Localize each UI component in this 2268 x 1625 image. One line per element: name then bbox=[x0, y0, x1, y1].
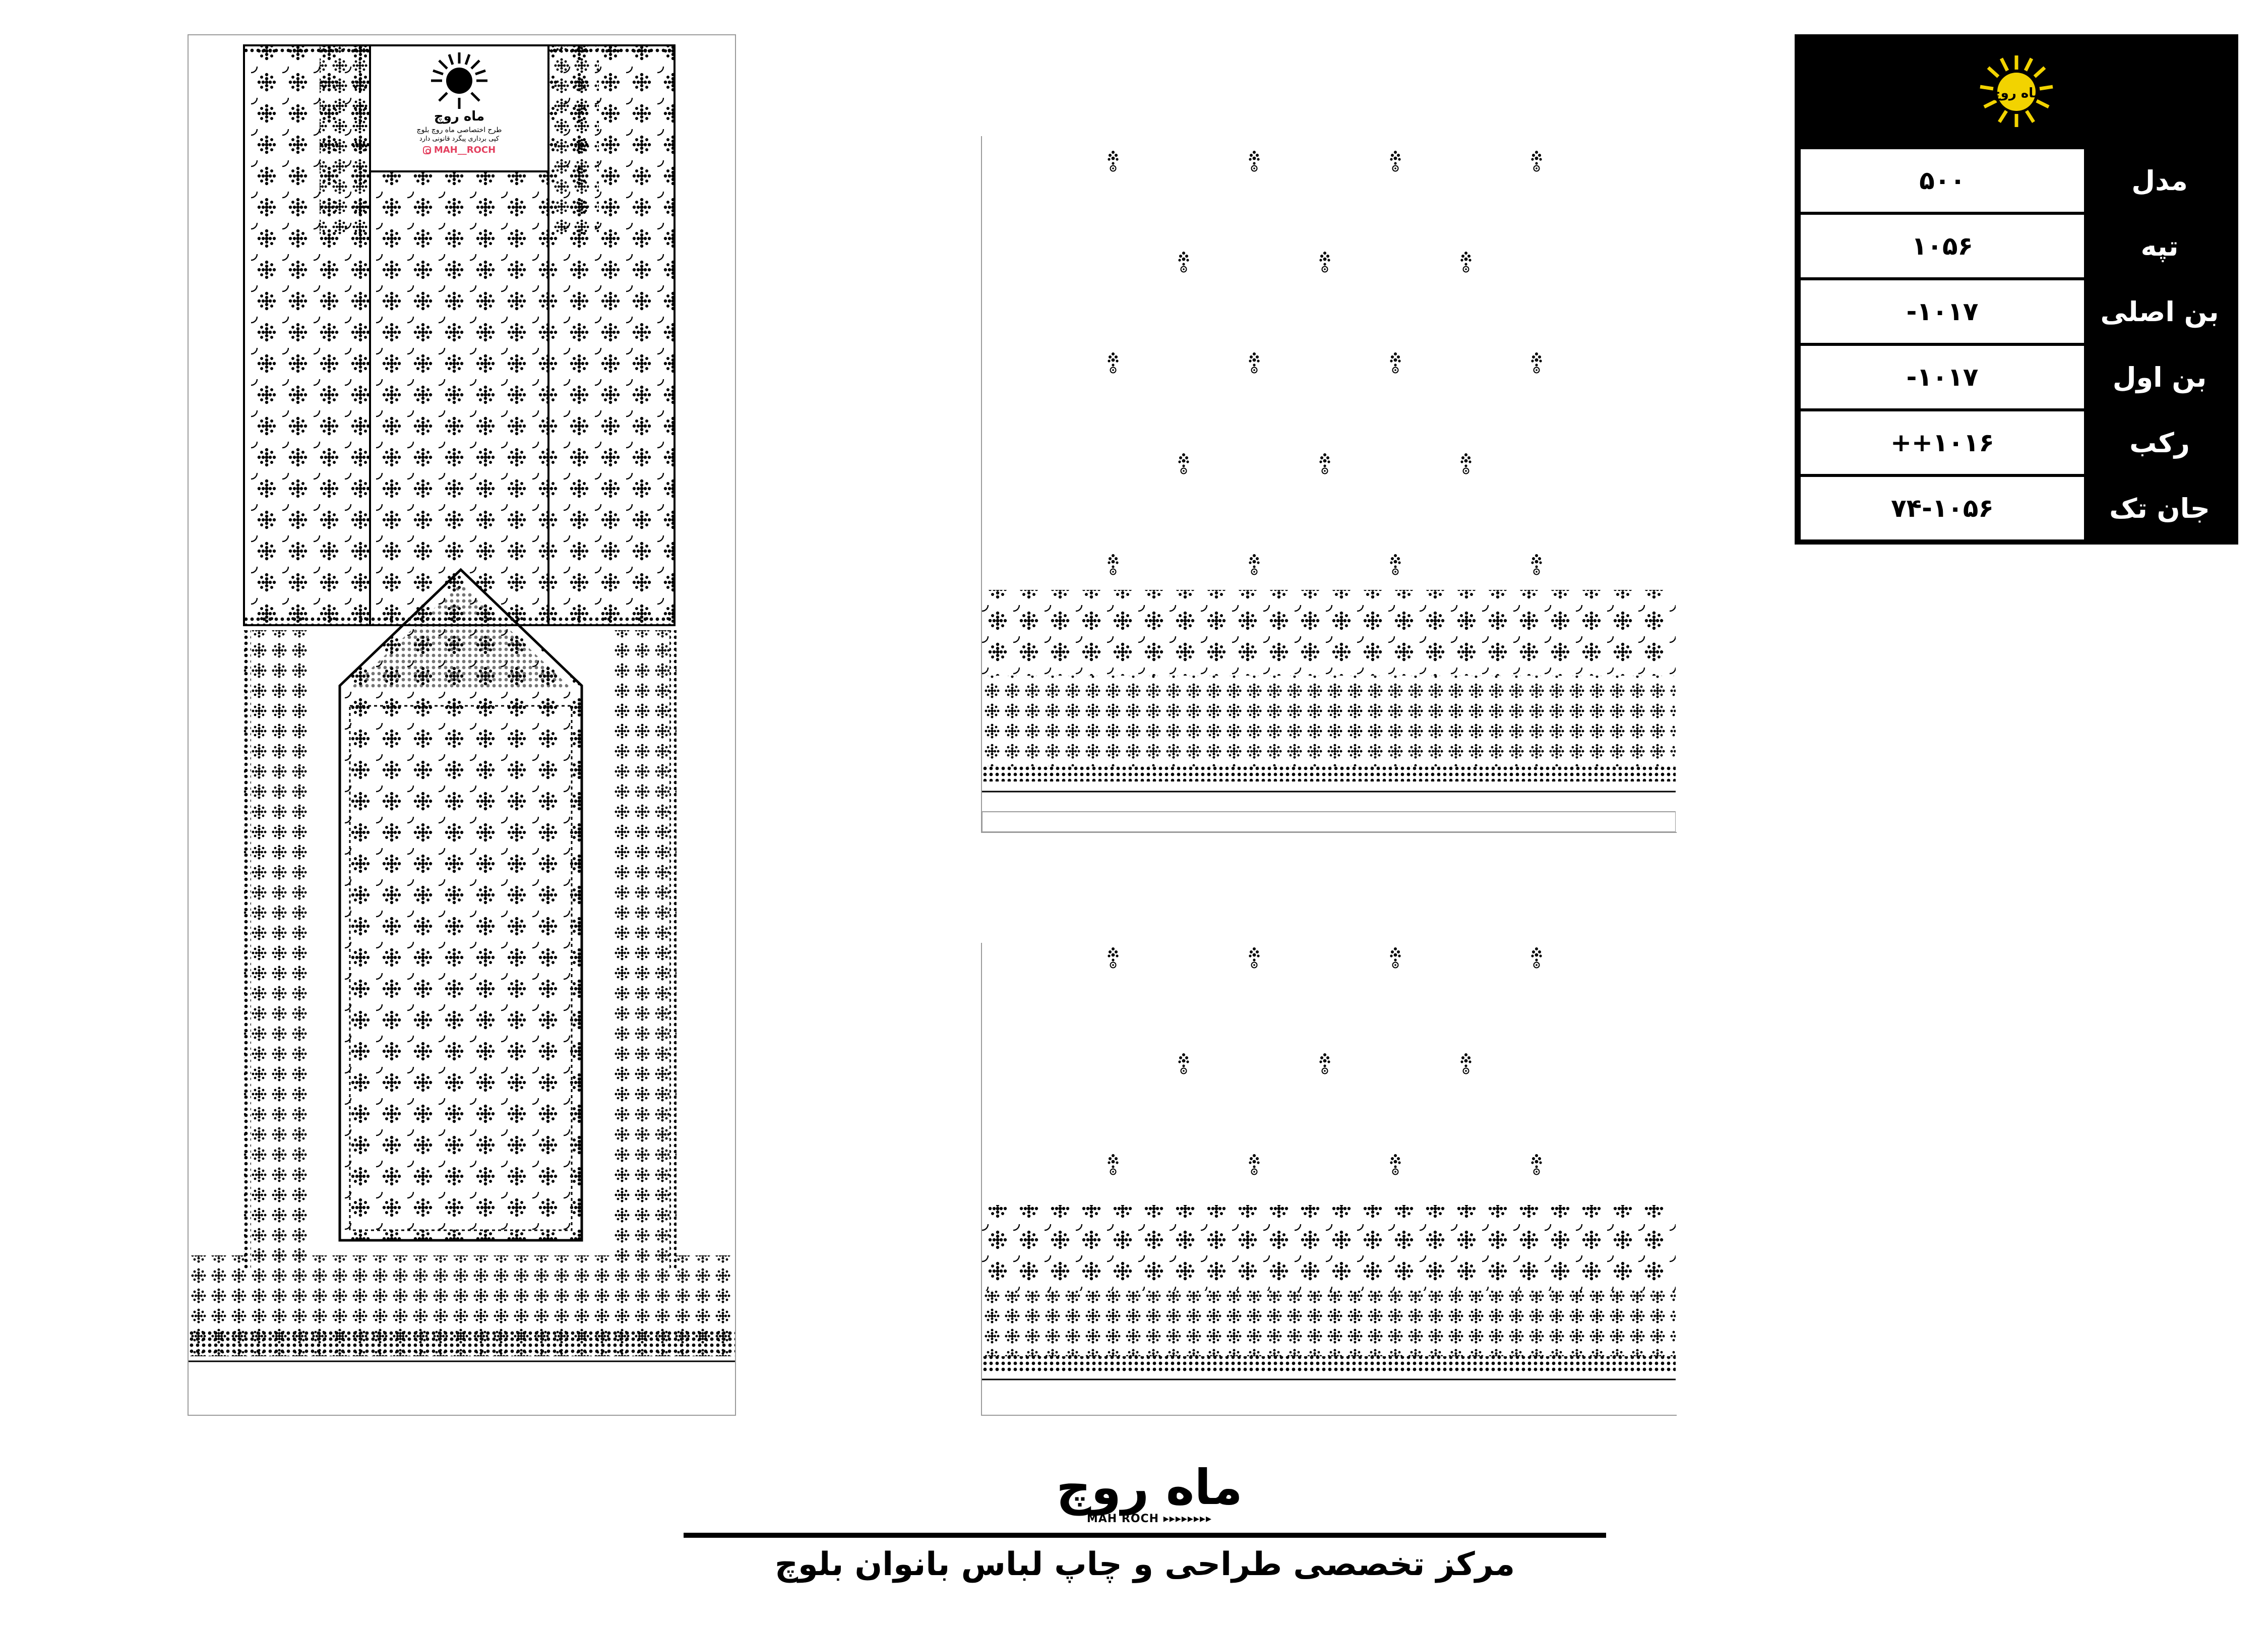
spec-label: مدل bbox=[2131, 164, 2188, 197]
sprig-ring bbox=[1393, 569, 1398, 575]
spec-row-rekab bbox=[1798, 411, 2235, 474]
footer-divider bbox=[684, 1533, 1606, 1538]
sprig-ring bbox=[1111, 569, 1116, 575]
sprig-ring bbox=[1463, 468, 1469, 474]
spec-label: رکب bbox=[2129, 427, 2190, 459]
sprig-motif bbox=[1390, 1154, 1400, 1168]
sprig-motif bbox=[1108, 1154, 1118, 1168]
sprig-ring bbox=[1322, 1068, 1328, 1074]
sprig-motif bbox=[1531, 1154, 1542, 1168]
sprig-motif bbox=[1178, 453, 1189, 467]
spec-label: تپه bbox=[2140, 230, 2179, 262]
spec-value: ۱۰۱۷- bbox=[1801, 280, 2084, 343]
sprig-ring bbox=[1393, 1169, 1398, 1175]
sprig-ring bbox=[1252, 962, 1257, 968]
sprig-ring bbox=[1393, 962, 1398, 968]
spec-value: ۱۰۱۶++ bbox=[1801, 411, 2084, 474]
spec-row-main-base bbox=[1798, 280, 2235, 343]
sprig-motif bbox=[1108, 947, 1118, 961]
sleeve-panel-bottom bbox=[981, 943, 1677, 1416]
sprig-ring bbox=[1181, 1068, 1187, 1074]
neck-label-caption-2: کپی برداری پیگرد قانونی دارد bbox=[419, 135, 500, 143]
instagram-handle bbox=[371, 145, 547, 155]
sprig-motif bbox=[1178, 252, 1189, 266]
sprig-motif bbox=[1390, 151, 1400, 165]
sprig-motif bbox=[1249, 947, 1259, 961]
sprig-ring bbox=[1322, 468, 1328, 474]
sprig-ring bbox=[1181, 468, 1187, 474]
spec-value: ۱۰۵۶ bbox=[1801, 215, 2084, 277]
spec-row-model bbox=[1798, 149, 2235, 212]
spec-table bbox=[1795, 34, 2238, 545]
sprig-motif bbox=[1108, 352, 1118, 367]
sprig-motif bbox=[1108, 151, 1118, 165]
spec-row-jantak bbox=[1798, 477, 2235, 539]
spec-table-logo bbox=[1798, 37, 2235, 146]
sprig-motif bbox=[1249, 352, 1259, 367]
sprig-motif bbox=[1390, 947, 1400, 961]
spec-row-first-base bbox=[1798, 346, 2235, 408]
sprig-ring bbox=[1252, 569, 1257, 575]
sleeve-pattern-top-art bbox=[982, 136, 1676, 832]
sprig-ring bbox=[1463, 267, 1469, 272]
footer-tagline: مرکز تخصصی طراحی و چاپ لباس بانوان بلوچ bbox=[774, 1546, 1515, 1583]
sprig-ring bbox=[1534, 166, 1540, 171]
sprig-motif bbox=[1390, 352, 1400, 367]
sprig-ring bbox=[1534, 368, 1540, 373]
sprig-motif bbox=[1108, 554, 1118, 568]
sprig-motif bbox=[1531, 151, 1542, 165]
sprig-ring bbox=[1252, 166, 1257, 171]
sprig-ring bbox=[1252, 1169, 1257, 1175]
sprig-motif bbox=[1460, 453, 1471, 467]
sprig-motif bbox=[1460, 252, 1471, 266]
sprig-motif bbox=[1249, 151, 1259, 165]
sprig-ring bbox=[1534, 1169, 1540, 1175]
sprig-ring bbox=[1111, 368, 1116, 373]
sprig-motif bbox=[1249, 554, 1259, 568]
footer-brand-text: ماه روچ bbox=[1056, 1459, 1243, 1516]
sprig-motif bbox=[1249, 1154, 1259, 1168]
spec-label: جان تک bbox=[2109, 492, 2210, 524]
footer-brand-logo bbox=[1044, 1459, 1255, 1525]
sprig-ring bbox=[1111, 1169, 1116, 1175]
spec-value: ۷۴-۱۰۵۶ bbox=[1801, 477, 2084, 539]
sprig-ring bbox=[1534, 962, 1540, 968]
spec-row-tappeh bbox=[1798, 215, 2235, 277]
sprig-motif bbox=[1460, 1053, 1471, 1067]
sprig-ring bbox=[1463, 1068, 1469, 1074]
sprig-motif bbox=[1319, 1053, 1330, 1067]
sprig-ring bbox=[1393, 368, 1398, 373]
sprig-motif bbox=[1319, 252, 1330, 266]
sprig-motif bbox=[1531, 947, 1542, 961]
sprig-ring bbox=[1111, 166, 1116, 171]
sprig-ring bbox=[1252, 368, 1257, 373]
neck-label-caption-1: طرح اختصاصی ماه روچ بلوچ bbox=[416, 126, 502, 134]
sun-logo-icon bbox=[429, 50, 489, 111]
spec-value: ۱۰۱۷- bbox=[1801, 346, 2084, 408]
sprig-ring bbox=[1393, 166, 1398, 171]
sprig-motif bbox=[1531, 554, 1542, 568]
neck-label bbox=[371, 46, 547, 170]
footer-brand-latin: MAH ROCH ▸▸▸▸▸▸▸▸ bbox=[1086, 1513, 1212, 1525]
sprig-motif bbox=[1531, 352, 1542, 367]
dress-pattern-panel bbox=[188, 34, 736, 1416]
spec-label: بن اصلی bbox=[2100, 295, 2219, 328]
dress-pattern-art bbox=[189, 35, 735, 1415]
instagram-icon bbox=[423, 146, 431, 154]
sprig-ring bbox=[1111, 962, 1116, 968]
sleeve-pattern-bottom-art bbox=[982, 943, 1676, 1415]
spec-value: ۵۰۰ bbox=[1801, 149, 2084, 212]
spec-logo-text: ماه روچ bbox=[1991, 86, 2042, 101]
sleeve-panel-top bbox=[981, 136, 1677, 833]
sprig-motif bbox=[1390, 554, 1400, 568]
sprig-motif bbox=[1178, 1053, 1189, 1067]
sprig-ring bbox=[1322, 267, 1328, 272]
instagram-handle-text: MAH__ROCH bbox=[434, 145, 496, 155]
sprig-ring bbox=[1534, 569, 1540, 575]
neck-label-brand: ماه روچ bbox=[434, 109, 485, 124]
sprig-motif bbox=[1319, 453, 1330, 467]
spec-label: بن اول bbox=[2112, 361, 2207, 393]
sprig-ring bbox=[1181, 267, 1187, 272]
